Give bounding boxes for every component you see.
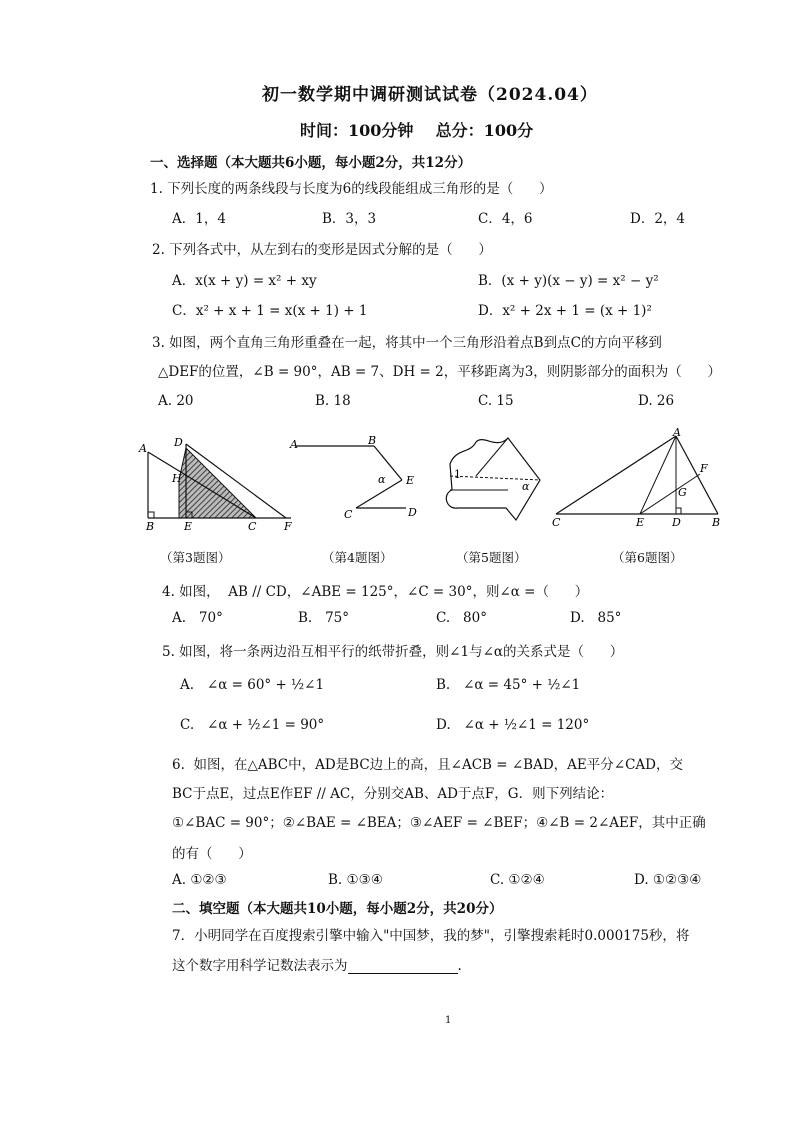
fig4-label-a: A	[290, 438, 298, 451]
q3-stem-line1: 3. 如图，两个直角三角形重叠在一起，将其中一个三角形沿着点B到点C的方向平移到	[152, 335, 662, 351]
q7-stem-line1: 7．小明同学在百度搜索引擎中输入"中国梦，我的梦"，引擎搜索耗时0.000175秒，将	[172, 928, 690, 944]
fig5-caption: （第5题图）	[456, 550, 527, 565]
page-title: 初一数学期中调研测试试卷（2024.04）	[262, 85, 598, 105]
fig6-label-d: D	[672, 516, 681, 529]
fig4-label-d: D	[408, 506, 417, 519]
q4-stem: 4. 如图， AB // CD，∠ABE = 125°，∠C = 30°，则∠α =（ ）	[162, 584, 589, 600]
fig4-label-c: C	[344, 508, 353, 521]
fig4-label-alpha: α	[378, 473, 386, 486]
q1-option-c: C．4，6	[478, 211, 533, 227]
fig6-label-e: E	[636, 516, 645, 529]
fig6-label-c: C	[552, 516, 561, 529]
q6-stem-line4: 的有（ ）	[172, 846, 252, 862]
q3-option-d: D. 26	[638, 393, 675, 409]
q5-option-c: C. ∠α + ½∠1 = 90°	[180, 717, 325, 733]
fig3-label-f: F	[284, 520, 292, 532]
q6-option-a: A. ①②③	[172, 872, 227, 888]
fig6-label-b: B	[712, 516, 721, 529]
q2-option-c: C．x² + x + 1 = x(x + 1) + 1	[172, 303, 368, 319]
q6-option-b: B. ①③④	[328, 872, 383, 888]
page-number: 1	[445, 1015, 452, 1026]
fig6-label-f: F	[700, 462, 708, 475]
fig4-label-b: B	[368, 434, 377, 447]
fig3-label-c: C	[248, 520, 257, 532]
q5-option-d: D. ∠α + ½∠1 = 120°	[436, 717, 590, 733]
fig6-label-a: A	[673, 428, 681, 439]
q6-stem-line3: ①∠BAC = 90°；②∠BAE = ∠BEA；③∠AEF = ∠BEF；④∠B = 2∠AEF，其中正确	[172, 815, 706, 831]
fig6-label-g: G	[678, 486, 687, 499]
q1-option-a: A．1，4	[172, 211, 226, 227]
q4-option-c: C. 80°	[436, 610, 487, 626]
fig3-caption: （第3题图）	[160, 550, 231, 565]
fig6-caption: （第6题图）	[612, 550, 683, 565]
q4-option-b: B. 75°	[298, 610, 350, 626]
q4-option-d: D. 85°	[570, 610, 622, 626]
fig4-label-e: E	[406, 474, 415, 487]
q5-option-a: A. ∠α = 60° + ½∠1	[180, 677, 325, 693]
q3-option-a: A. 20	[158, 393, 194, 409]
fig3-label-e: E	[184, 520, 193, 532]
q5-option-b: B. ∠α = 45° + ½∠1	[436, 677, 581, 693]
q3-stem-line2: △DEF的位置，∠B = 90°，AB = 7、DH = 2，平移距离为3，则阴影部分的面积为（ ）	[158, 364, 722, 380]
q1-option-d: D．2，4	[630, 211, 686, 227]
q7-answer-blank[interactable]	[348, 959, 458, 974]
q6-stem-line1: 6. 如图，在△ABC中，AD是BC边上的高，且∠ACB = ∠BAD，AE平分∠CAD，交	[172, 757, 683, 773]
q7-stem-line2-text: 这个数字用科学记数法表示为	[172, 958, 348, 974]
q2-stem: 2. 下列各式中，从左到右的变形是因式分解的是（ ）	[152, 242, 492, 258]
fig5-label-alpha: α	[522, 480, 530, 493]
q1-option-b: B．3，3	[322, 211, 377, 227]
figure-3	[136, 432, 296, 532]
fig5-label-1: 1	[454, 468, 461, 481]
section-fill-heading: 二、填空题（本大题共10小题，每小题2分，共20分）	[172, 901, 503, 917]
q4-option-a: A. 70°	[172, 610, 223, 626]
q2-option-d: D．x² + 2x + 1 = (x + 1)²	[478, 303, 652, 319]
q1-stem: 1. 下列长度的两条线段与长度为6的线段能组成三角形的是（ ）	[150, 181, 553, 197]
q2-option-a: A．x(x + y) = x² + xy	[172, 273, 317, 289]
exam-info: 时间：100分钟 总分：100分	[300, 121, 534, 140]
q3-option-b: B. 18	[315, 393, 351, 409]
section-choice-heading: 一、选择题（本大题共6小题，每小题2分，共12分）	[150, 155, 472, 171]
q5-stem: 5. 如图，将一条两边沿互相平行的纸带折叠，则∠1与∠α的关系式是（ ）	[162, 644, 624, 660]
fig4-caption: （第4题图）	[322, 550, 393, 565]
q2-option-b: B．(x + y)(x − y) = x² − y²	[478, 273, 659, 289]
figure-5	[436, 428, 556, 528]
q6-option-d: D. ①②③④	[634, 872, 702, 888]
q7-stem-line2: 这个数字用科学记数法表示为 .	[172, 958, 462, 974]
fig3-label-d: D	[174, 436, 183, 449]
q3-option-c: C. 15	[478, 393, 514, 409]
q6-stem-line2: BC于点E，过点E作EF // AC，分别交AB、AD于点F，G．则下列结论：	[172, 786, 614, 802]
fig3-label-a: A	[139, 442, 147, 455]
figure-6	[548, 428, 728, 530]
q6-option-c: C. ①②④	[490, 872, 545, 888]
shaded-region	[179, 448, 256, 518]
figure-4	[286, 432, 426, 527]
fig3-label-h: H	[172, 472, 182, 485]
fig3-label-b: B	[146, 520, 155, 532]
